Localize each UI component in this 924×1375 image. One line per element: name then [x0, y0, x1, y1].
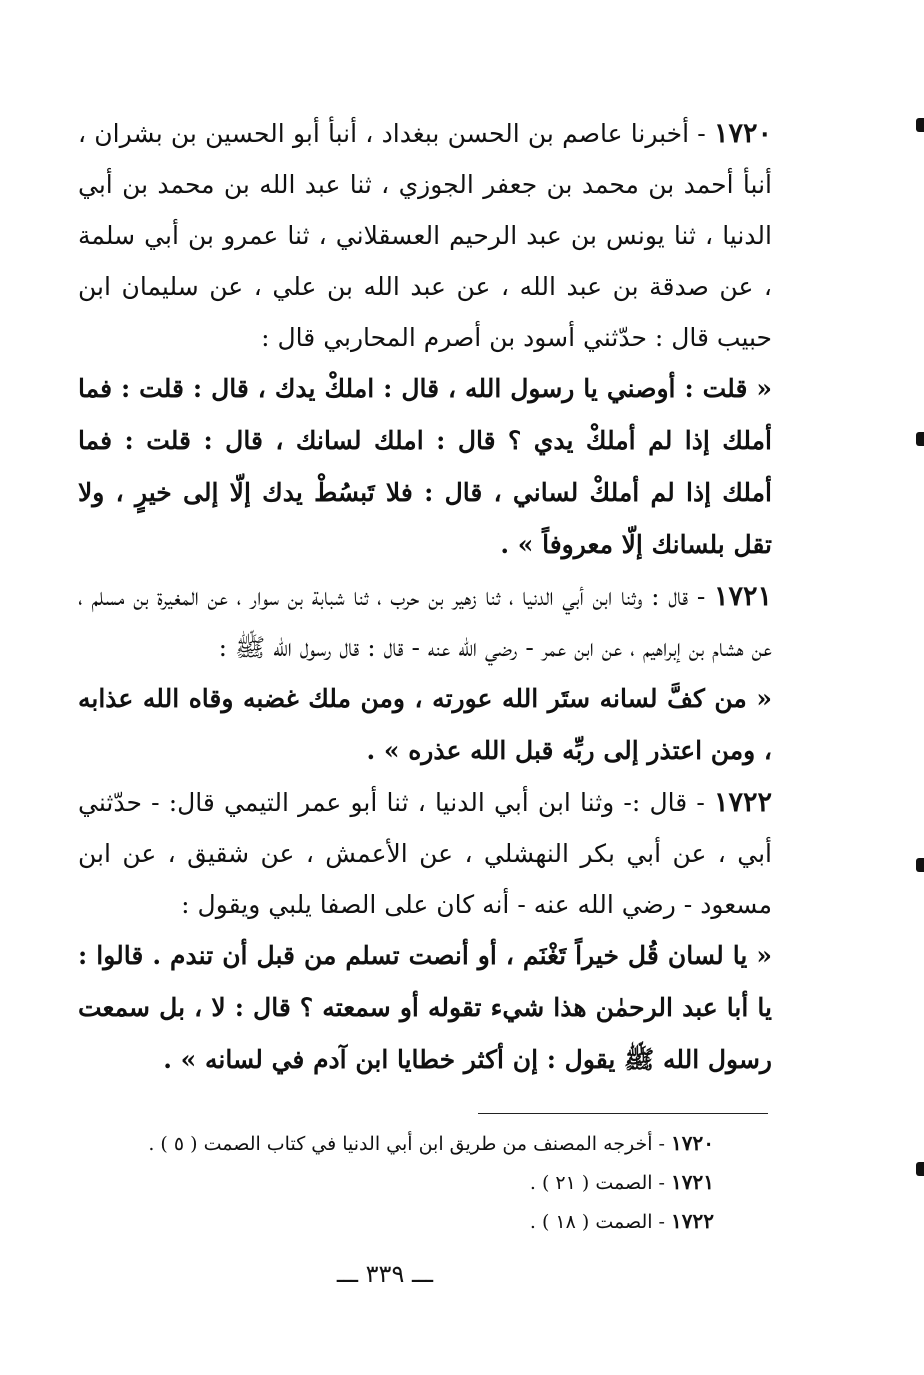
footnote-divider — [478, 1113, 768, 1114]
footnotes — [78, 1124, 714, 1241]
page-edge-mark — [916, 1162, 924, 1176]
hadith-1720-chain — [78, 108, 772, 363]
hadith-1721-chain — [78, 571, 772, 673]
footnote-text: - أخرجه المصنف من طريق ابن أبي الدنيا في كتاب الصمت ( ٥ ) . — [148, 1133, 672, 1155]
footnote-number: ١٧٢١ — [671, 1170, 714, 1194]
hadith-number: ١٧٢٠ — [713, 118, 772, 149]
hadith-number: ١٧٢٢ — [713, 787, 772, 818]
hadith-number: ١٧٢١ — [713, 581, 772, 612]
page-edge-mark — [916, 858, 924, 872]
hadith-1720-quote: « قلت : أوصني يا رسول الله ، قال : املكْ يدك ، قال : قلت : فما أملك إذا لم أملكْ يدي ؟ قال : املك لسانك ، قال : قلت : فما أملك إذا لم أملكْ لساني ، قال : فلا تَبسُطْ يدك إلّا إلى خيرٍ ، ولا تقل بلسانك إلّا معروفاً » . — [78, 374, 772, 559]
page-number: ـــ ٣٣٩ ـــ — [336, 1260, 434, 1288]
hadith-chain-text: - قال :- وثنا ابن أبي الدنيا ، ثنا أبو عمر التيمي قال: - حدّثني أبي ، عن أبي بكر النهشلي ، عن الأعمش ، عن شقيق ، عن ابن مسعود - رضي الله عنه - أنه كان على الصفا يلبي ويقول : — [78, 788, 772, 919]
main-text — [78, 108, 772, 1086]
footnote-1721 — [78, 1163, 714, 1202]
hadith-1721-quote: « من كفَّ لسانه ستَر الله عورته ، ومن ملك غضبه وقاه الله عذابه ، ومن اعتذر إلى ربِّه قبل الله عذره » . — [78, 684, 772, 765]
footnote-1720 — [78, 1124, 714, 1163]
hadith-chain-text: - أخبرنا عاصم بن الحسن ببغداد ، أنبأ أبو الحسين بن بشران ، أنبأ أحمد بن محمد بن جعفر الجوزي ، ثنا عبد الله بن محمد بن أبي الدنيا ، ثنا يونس بن عبد الرحيم العسقلاني ، ثنا عمرو بن أبي سلمة ، عن صدقة بن عبد الله ، عن عبد الله بن علي ، عن سليمان ابن حبيب قال : حدّثني أسود بن أصرم المحاربي قال : — [78, 119, 772, 352]
page-edge-mark — [916, 118, 924, 132]
footnote-number: ١٧٢٠ — [671, 1131, 714, 1155]
hadith-1722-chain — [78, 777, 772, 930]
hadith-chain-text: - قال : وثنا ابن أبي الدنيا ، ثنا زهير بن حرب ، ثنا شبابة بن سوار ، عن المغيرة بن مسلم ، عن هشام بن إبراهيم ، عن ابن عمر - رضي الله عنه - قال : قال رسول الله ﷺ : — [78, 582, 772, 662]
footnote-text: - الصمت ( ٢١ ) . — [529, 1172, 672, 1194]
footnote-1722 — [78, 1202, 714, 1241]
hadith-1722-quote: « يا لسان قُل خيراً تَغْنَم ، أو أنصت تسلم من قبل أن تندم . قالوا : يا أبا عبد الرحمٰن هذا شيء تقوله أو سمعته ؟ قال : لا ، بل سمعت رسول الله ﷺ يقول : إن أكثر خطايا ابن آدم في لسانه » . — [78, 941, 772, 1074]
page-edge-mark — [916, 432, 924, 446]
footnote-number: ١٧٢٢ — [671, 1209, 714, 1233]
footnote-text: - الصمت ( ١٨ ) . — [529, 1211, 672, 1233]
